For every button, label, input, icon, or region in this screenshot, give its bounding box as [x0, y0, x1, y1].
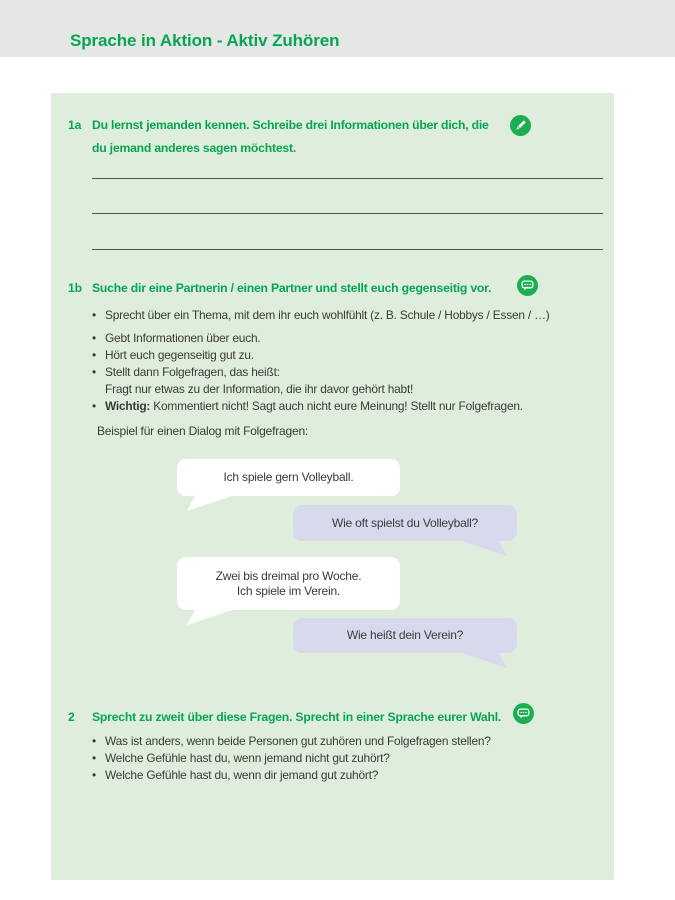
bubble-tail: [187, 495, 235, 511]
exercise-1b: [68, 277, 491, 300]
bullet-item: • Gebt Informationen über euch.: [92, 330, 602, 347]
bullet-list-1b: [92, 307, 602, 415]
page-title: Sprache in Aktion - Aktiv Zuhören: [70, 31, 340, 50]
exercise-number: 2: [68, 710, 75, 724]
worksheet-panel: [51, 93, 614, 880]
bullet-item: • Stellt dann Folgefragen, das heißt:: [92, 364, 602, 381]
bubble-text: Zwei bis dreimal pro Woche.: [215, 568, 362, 583]
bullet-item: • Welche Gefühle hast du, wenn jemand nicht gut zuhört?: [92, 750, 602, 767]
bubble-tail: [187, 609, 235, 625]
exercise-2: [68, 706, 501, 729]
bullet-list-2: [92, 733, 602, 784]
bullet-continuation: Fragt nur etwas zu der Information, die ihr davor gehört habt!: [105, 382, 414, 396]
speech-bubble-right: [293, 618, 517, 653]
bullet-item-important: [92, 398, 602, 415]
bubble-text: Ich spiele im Verein.: [236, 583, 341, 598]
bullet-item: • Was ist anders, wenn beide Personen gut zuhören und Folgefragen stellen?: [92, 733, 602, 750]
page-header: [0, 0, 675, 57]
speech-bubble-left: [177, 557, 400, 610]
exercise-instruction: Suche dir eine Partnerin / einen Partner und stellt euch gegenseitig vor.: [92, 281, 492, 295]
speech-bubble-icon: [517, 275, 538, 296]
bubble-tail: [459, 652, 507, 668]
bullet-item: • Hört euch gegenseitig gut zu.: [92, 347, 602, 364]
exercise-number: 1a: [68, 118, 82, 132]
bubble-text: Wie heißt dein Verein?: [346, 628, 464, 642]
bubble-text: Ich spiele gern Volleyball.: [223, 470, 354, 484]
speech-bubble-icon: [513, 703, 534, 724]
example-label: Beispiel für einen Dialog mit Folgefragen:: [97, 424, 309, 438]
speech-bubble-right: [293, 505, 517, 541]
important-text: Kommentiert nicht! Sagt auch nicht eure Meinung! Stellt nur Folgefragen.: [150, 399, 523, 413]
important-label: Wichtig:: [105, 399, 151, 413]
exercise-number: 1b: [68, 281, 82, 295]
writing-line: [92, 213, 603, 214]
writing-line: [92, 178, 603, 179]
writing-line: [92, 249, 603, 250]
pencil-icon: [510, 115, 531, 136]
exercise-instruction: Sprecht zu zweit über diese Fragen. Sprecht in einer Sprache eurer Wahl.: [92, 710, 502, 724]
bullet-item: • Welche Gefühle hast du, wenn dir jemand gut zuhört?: [92, 767, 602, 784]
bullet-item: • Sprecht über ein Thema, mit dem ihr euch wohlfühlt (z. B. Schule / Hobbys / Essen / …): [92, 307, 602, 324]
bubble-text: Wie oft spielst du Volleyball?: [331, 515, 479, 530]
exercise-1a: [68, 114, 506, 160]
bubble-tail: [459, 540, 507, 556]
exercise-instruction: Du lernst jemanden kennen. Schreibe drei Informationen über dich, die du jemand anderes sagen möchtest.: [92, 118, 489, 155]
speech-bubble-left: [177, 459, 400, 496]
